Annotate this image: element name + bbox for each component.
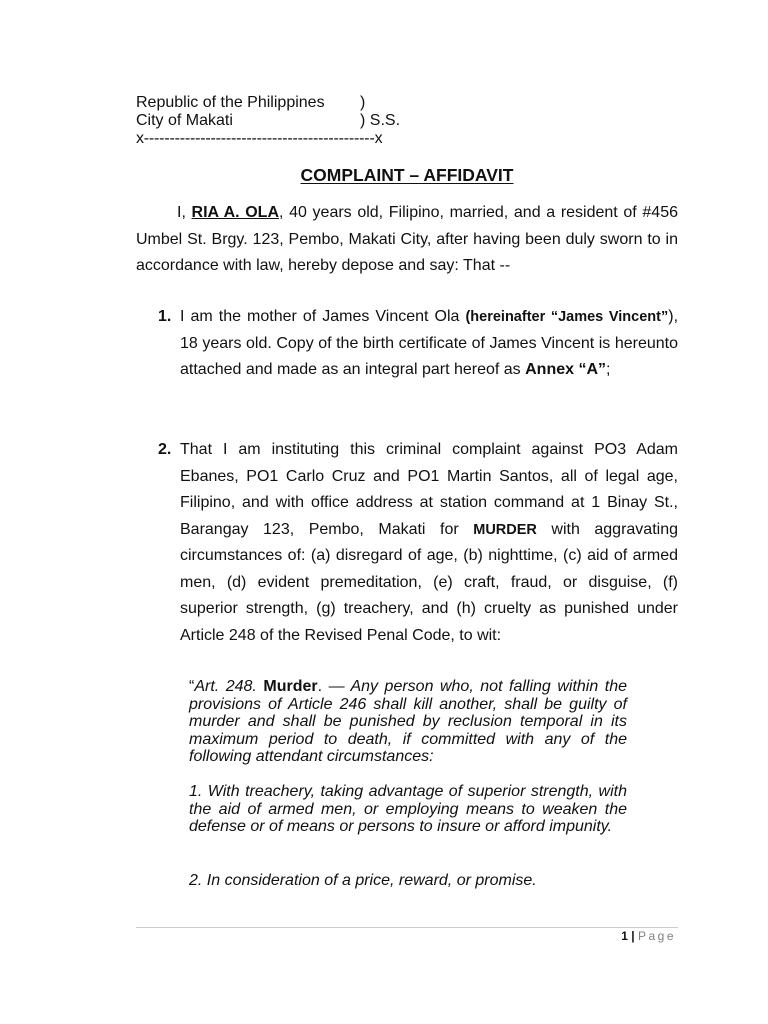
caption-separator: x---------------------------------------------x <box>136 130 383 147</box>
quote-dot: . <box>317 678 329 695</box>
page-number: 1 <box>621 929 628 943</box>
annex-label: Annex “A” <box>525 361 607 378</box>
item-text: That I am instituting this criminal complaint against PO3 Adam Ebanes, PO1 Carlo Cruz and PO1 Martin Santos, all of legal age, Filipino, and with office address at station command at 1 Binay St., Barangay 123, Pembo, Makati for <box>180 441 678 538</box>
caption-city: City of Makati <box>136 112 233 129</box>
page-word: Page <box>637 929 676 943</box>
item-text: I am the mother of James Vincent Ola <box>180 308 466 325</box>
caption-line-2 <box>136 112 596 130</box>
quoted-article-intro <box>189 678 627 766</box>
footer-separator: | <box>627 929 638 943</box>
footer-divider <box>136 927 678 928</box>
caption-ss: ) S.S. <box>360 112 401 129</box>
quote-open: “ <box>189 678 195 695</box>
item-number: 2. <box>158 441 172 458</box>
quote-heading: Murder <box>263 678 318 695</box>
intro-post: , 40 years old, Filipino, married, and a resident of #456 Umbel St. Brgy. 123, Pembo, Makati City, after having been duly sworn to in accordance with law, hereby depose and say: That -- <box>136 204 678 274</box>
page-footer <box>621 928 676 944</box>
caption-republic: Republic of the Philippines <box>136 94 325 111</box>
affiant-name: RIA A. OLA <box>191 204 279 221</box>
item-text: with aggravating circumstances of: (a) disregard of age, (b) nighttime, (c) aid of armed men, (d) evident premeditation, (e) craft, fraud, or disguise, (f) superior strength, (g) treachery, and (h) cruelty as punished under Article 248 of the Revised Penal Code, to wit: <box>180 520 679 644</box>
item-body <box>180 304 678 384</box>
caption-paren: ) <box>360 94 366 111</box>
quote-art-number: Art. 248. <box>194 678 264 695</box>
charge-label: MURDER <box>473 521 537 538</box>
quote-body: — Any person who, not falling within the provisions of Article 246 shall kill another, shall be guilty of murder and shall be punished by reclusion temporal in its maximum period to death, if committed with any of the following attendant circumstances: <box>189 678 627 766</box>
case-caption <box>136 94 596 148</box>
numbered-item-2 <box>136 437 678 649</box>
intro-paragraph <box>136 200 678 280</box>
item-text: ), 18 years old. Copy of the birth certificate of James Vincent is hereunto attached and made as an integral part hereof as <box>180 308 679 378</box>
document-title: COMPLAINT – AFFIDAVIT <box>300 165 514 185</box>
intro-pre: I, <box>177 204 192 221</box>
numbered-item-1 <box>136 304 678 384</box>
quoted-clause-2: 2. In consideration of a price, reward, or promise. <box>189 872 537 889</box>
item-text: ; <box>606 361 611 378</box>
item-bold-text: (hereinafter “James Vincent” <box>465 309 669 325</box>
caption-line-1 <box>136 94 596 112</box>
quoted-clause-1: 1. With treachery, taking advantage of superior strength, with the aid of armed men, or employing means to weaken the defense or of means or persons to insure or afford impunity. <box>189 783 627 836</box>
item-body <box>180 437 678 649</box>
item-number: 1. <box>158 308 172 325</box>
